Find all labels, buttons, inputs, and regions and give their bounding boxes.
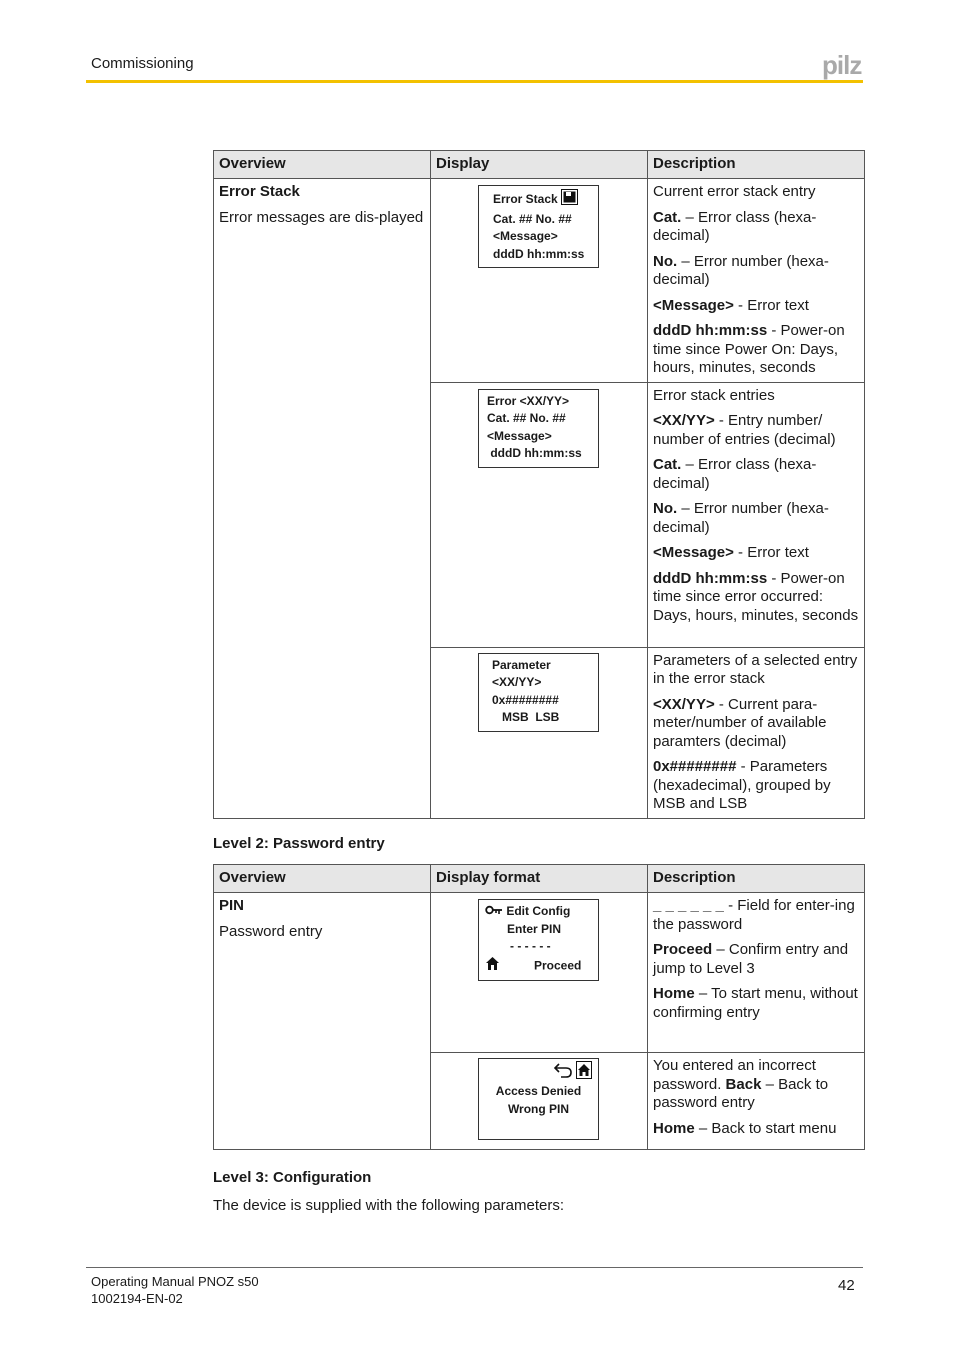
header-rule (86, 80, 863, 83)
lcd-display (478, 899, 599, 981)
footer-rule (86, 1267, 863, 1268)
description-cell (648, 179, 865, 383)
col-header-display-format: Display format (431, 865, 648, 893)
lcd-line: dddD hh:mm:ss (487, 446, 582, 460)
footer-info (91, 1273, 259, 1307)
lcd-line: MSB LSB (492, 710, 560, 724)
lcd-line: dddD hh:mm:ss (493, 246, 585, 261)
lcd-line: Wrong PIN (507, 1101, 570, 1116)
footer-manual-title: Operating Manual PNOZ s50 (91, 1274, 259, 1289)
desc-text: Cat. – Error class (hexa-decimal) (653, 456, 817, 492)
desc-text: Home – To start menu, without confirming entry (653, 985, 858, 1021)
col-header-description: Description (648, 865, 865, 893)
lcd-line: - - - - - - (510, 939, 551, 954)
lcd-line: Parameter (492, 657, 551, 672)
desc-text: dddD hh:mm:ss - Power-on time since error occurred: Days, hours, minutes, seconds (653, 569, 859, 624)
desc-text: Current error stack entry (653, 183, 816, 200)
display-cell (431, 893, 648, 1053)
footer-doc-number: 1002194-EN-02 (91, 1291, 183, 1306)
lcd-line: <Message> (493, 229, 558, 243)
lcd-line: Cat. ## No. ## (493, 211, 572, 226)
back-icon (553, 1062, 573, 1084)
lcd-line: Access Denied (495, 1084, 582, 1098)
desc-text: <XX/YY> - Current para-meter/number of available paramters (decimal) (653, 695, 827, 750)
pilz-logo: pilz (822, 50, 862, 80)
display-cell (431, 179, 648, 383)
home-icon (485, 956, 500, 977)
display-cell (431, 382, 648, 647)
lcd-line: Edit Config (506, 904, 571, 918)
display-cell (431, 647, 648, 818)
page-number: 42 (838, 1277, 855, 1294)
description-cell (648, 382, 865, 647)
key-icon (485, 903, 503, 921)
desc-text: You entered an incorrect password. Back – Back to password entry (653, 1057, 829, 1111)
col-header-display: Display (431, 151, 648, 179)
col-header-overview: Overview (214, 151, 431, 179)
overview-title: PIN (219, 897, 245, 914)
lcd-line: <Message> (487, 428, 552, 443)
overview-cell (214, 179, 431, 819)
lcd-line: 0x######## (492, 692, 559, 707)
desc-text: dddD hh:mm:ss - Power-on time since Power On: Days, hours, minutes, seconds (653, 322, 845, 376)
desc-text: Parameters of a selected entry in the error stack (653, 651, 858, 687)
lcd-display (478, 389, 599, 468)
lcd-display (478, 1058, 599, 1140)
lcd-line: Cat. ## No. ## (487, 411, 566, 425)
description-cell (648, 893, 865, 1053)
desc-text: Error stack entries (653, 386, 775, 404)
overview-title: Error Stack (219, 183, 300, 200)
col-header-description: Description (648, 151, 865, 179)
desc-text: Home – Back to start menu (653, 1119, 837, 1137)
desc-text: <Message> - Error text (653, 296, 809, 314)
description-cell (648, 647, 865, 818)
lcd-line: Enter PIN (507, 921, 562, 936)
overview-cell (214, 893, 431, 1150)
lcd-display (478, 653, 599, 732)
desc-text: Proceed – Confirm entry and jump to Level 3 (653, 941, 849, 977)
col-header-overview: Overview (214, 865, 431, 893)
lcd-line: Error <XX/YY> (487, 393, 570, 408)
lcd-line: <XX/YY> (492, 675, 542, 689)
desc-text: _ _ _ _ _ _ - Field for enter-ing the password (653, 897, 855, 933)
lcd-line: Error Stack (493, 191, 558, 206)
desc-text: No. – Error number (hexa-decimal) (653, 252, 829, 288)
lcd-display (478, 185, 599, 268)
section-heading-level2: Level 2: Password entry (213, 835, 385, 852)
desc-text: <Message> - Error text (653, 544, 809, 561)
overview-text: Error messages are dis-played (219, 208, 424, 226)
desc-text: No. – Error number (hexa-decimal) (653, 500, 829, 536)
overview-text: Password entry (219, 922, 323, 940)
desc-text: 0x######## - Parameters (hexadecimal), grouped by MSB and LSB (653, 758, 831, 812)
error-stack-table (213, 150, 865, 819)
description-cell (648, 1053, 865, 1150)
password-entry-table (213, 864, 865, 1150)
home-icon (576, 1061, 592, 1085)
body-paragraph: The device is supplied with the following parameters: (213, 1197, 565, 1214)
desc-text: Cat. – Error class (hexa-decimal) (653, 208, 817, 244)
proceed-label: Proceed (534, 958, 582, 972)
desc-text: <XX/YY> - Entry number/ number of entries (decimal) (653, 412, 836, 448)
section-heading-level3: Level 3: Configuration (213, 1169, 372, 1186)
save-icon (561, 189, 578, 211)
page-header-title: Commissioning (91, 55, 194, 72)
display-cell (431, 1053, 648, 1150)
